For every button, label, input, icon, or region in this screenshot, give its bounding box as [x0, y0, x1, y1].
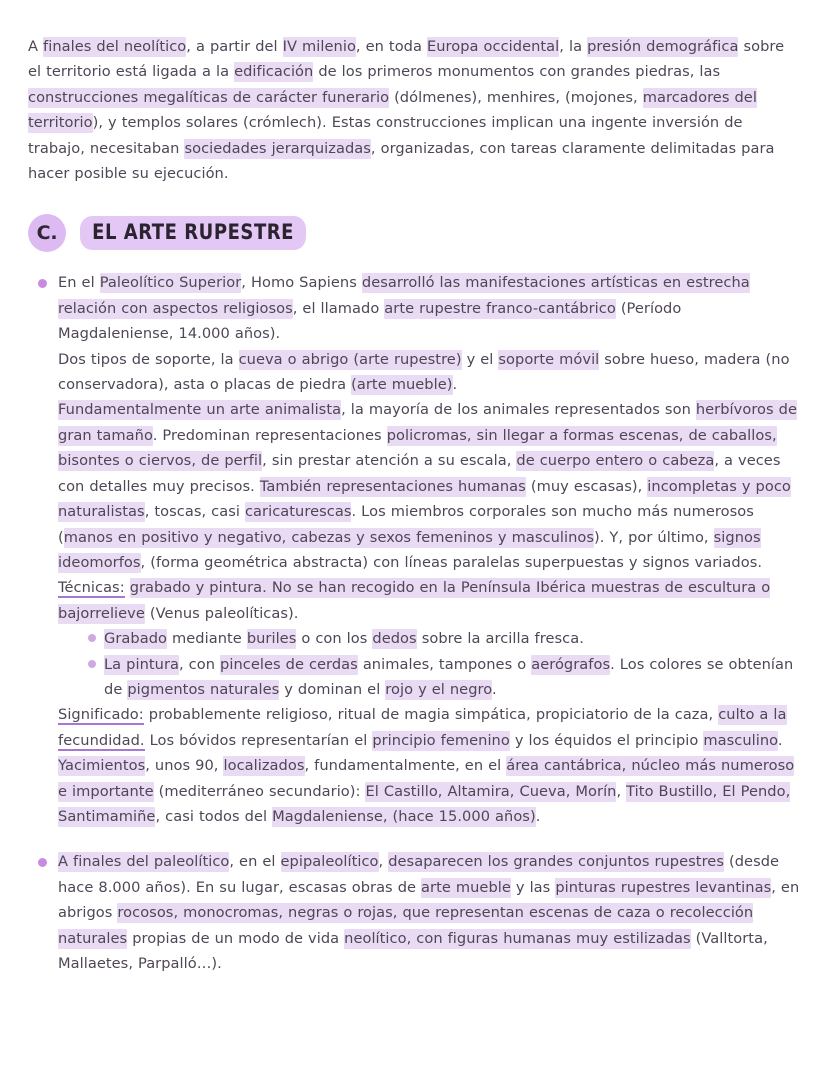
highlighted-text: soporte móvil — [498, 350, 600, 368]
underlined-text: Técnicas: — [58, 579, 125, 597]
sub-bullet-dot-icon — [88, 660, 96, 668]
plain-text: y las — [510, 878, 556, 896]
plain-text: , con — [179, 655, 221, 673]
subbullet-grabado — [104, 626, 800, 651]
highlighted-text: epipaleolítico — [280, 853, 379, 871]
highlighted-text: masculino — [703, 731, 778, 749]
highlighted-text: grabado y pintura. No se han recogido en la Península Ibérica muestras de escultura o bajorrelieve — [58, 579, 771, 622]
plain-text: . — [452, 376, 458, 394]
highlighted-text: sociedades jerarquizadas — [184, 139, 371, 157]
highlighted-text: construcciones megalíticas de carácter funerario — [28, 88, 390, 106]
plain-text: Los bóvidos representarían el — [144, 731, 373, 749]
plain-text: , (forma geométrica abstracta) con líneas paralelas superpuestas y signos variados. — [140, 553, 763, 571]
highlighted-text: IV milenio — [282, 38, 356, 55]
plain-text: , en toda — [355, 38, 427, 55]
para-yacimientos — [58, 753, 800, 829]
plain-text: , a partir del — [186, 38, 283, 55]
plain-text: , toscas, casi — [144, 503, 245, 521]
highlighted-text: Grabado — [104, 630, 168, 648]
plain-text: sobre la arcilla fresca. — [416, 630, 584, 648]
para-soportes — [58, 347, 800, 398]
highlighted-text: Paleolítico Superior — [99, 274, 242, 292]
plain-text: ), y templos solares (crómlech). Estas construcciones implican una ingente inversión de trabajo, necesitaban — [28, 114, 743, 157]
highlighted-text: marcadores del territorio — [28, 88, 757, 132]
plain-text: , sin prestar atención a su escala, — [262, 452, 517, 470]
highlighted-text: arte mueble — [421, 878, 511, 896]
highlighted-text: caricaturescas — [244, 503, 352, 521]
highlighted-text: rocosos, monocromas, negras o rojas, que representan escenas de caza o recolección naturales — [58, 904, 754, 947]
highlighted-text: La pintura — [104, 655, 179, 673]
plain-text — [125, 579, 130, 596]
plain-text: , en el — [229, 853, 281, 871]
plain-text: , en abrigos — [58, 878, 800, 922]
highlighted-text: dedos — [372, 630, 417, 648]
plain-text: , Homo Sapiens — [241, 274, 362, 292]
highlighted-text: desaparecen los grandes conjuntos rupestres — [388, 853, 724, 871]
highlighted-text: neolítico, con figuras humanas muy estilizadas — [344, 929, 691, 947]
highlighted-text: localizados — [223, 757, 305, 775]
plain-text: . Los miembros corporales son mucho más numerosos ( — [58, 503, 754, 546]
highlighted-text: pinceles de cerdas — [220, 655, 358, 673]
section-heading — [28, 214, 800, 252]
plain-text: (mediterráneo secundario): — [153, 782, 366, 800]
plain-text: sobre hueso, madera (no conservadora), asta o placas de piedra — [58, 350, 790, 394]
plain-text: (Valltorta, Mallaetes, Parpalló…). — [58, 929, 768, 972]
plain-text: mediante — [167, 630, 247, 648]
plain-text: , a veces con detalles muy precisos. — [58, 452, 781, 495]
highlighted-text: A finales del paleolítico — [58, 853, 230, 871]
highlighted-text: , núcleo más numeroso e importante — [58, 757, 795, 800]
list-item — [28, 849, 800, 976]
plain-text: (desde hace 8.000 años). En su lugar, escasas obras de — [58, 853, 780, 896]
plain-text: animales, tampones o — [357, 655, 532, 673]
highlighted-text: buriles — [246, 630, 297, 648]
intro-paragraph — [28, 34, 788, 186]
list-item-body — [58, 849, 800, 976]
plain-text: (dólmenes), menhires, (mojones, — [389, 88, 643, 106]
sub-bullet-list — [58, 626, 800, 702]
highlighted-text: (arte mueble) — [351, 376, 453, 394]
highlighted-text: herbívoros de gran tamaño — [58, 401, 798, 444]
plain-text: , casi todos del — [155, 807, 273, 825]
highlighted-text: incompletas y poco naturalistas — [58, 477, 791, 521]
plain-text: o con los — [296, 630, 373, 648]
bullet-list — [28, 270, 800, 976]
sub-bullet-dot-icon — [88, 634, 96, 642]
section-letter-badge: C. — [28, 214, 66, 252]
plain-text: . — [777, 731, 783, 749]
highlighted-text: Magdaleniense, (hace 15.000 años) — [272, 807, 536, 825]
highlighted-text: rojo y el negro — [385, 680, 492, 698]
plain-text: En el — [58, 274, 100, 292]
plain-text: , — [378, 853, 389, 871]
highlighted-text: Europa occidental — [426, 38, 560, 55]
para-epipaleolitico — [58, 849, 800, 976]
plain-text: , la mayoría de los animales representados son — [341, 401, 696, 419]
highlighted-text: desarrolló las manifestaciones artísticas en estrecha relación con aspectos religiosos — [58, 274, 750, 317]
highlighted-text: cueva o abrigo (arte rupestre) — [238, 350, 462, 368]
plain-text: A — [28, 38, 44, 55]
plain-text: (Venus paleolíticas). — [144, 604, 299, 622]
list-item — [28, 270, 800, 829]
plain-text: (Período Magdaleniense, 14.000 años). — [58, 299, 682, 343]
highlighted-text: El Castillo, Altamira, Cueva, Morín — [365, 782, 617, 800]
plain-text: . Predominan representaciones — [152, 426, 387, 444]
plain-text: probablemente religioso, ritual de magia simpática, propiciatorio de la caza, — [143, 706, 719, 724]
plain-text: . — [491, 680, 497, 698]
para-animalista — [58, 397, 800, 575]
sub-list-item — [88, 652, 800, 703]
plain-text: , el llamado — [292, 299, 385, 317]
plain-text: . — [535, 807, 541, 825]
highlighted-text: pinturas rupestres levantinas — [555, 878, 772, 896]
plain-text: , la — [559, 38, 588, 55]
highlighted-text: Tito Bustillo, El Pendo, Santimamiñe — [58, 782, 791, 825]
para-tecnicas — [58, 575, 800, 626]
bullet-dot-icon — [38, 279, 47, 288]
bullet-dot-icon — [38, 858, 47, 867]
highlighted-text: presión demográfica — [587, 38, 739, 55]
para-manifestaciones — [58, 270, 800, 346]
plain-text: , unos 90, — [145, 757, 224, 775]
highlighted-text: manos en positivo y negativo, cabezas y sexos femeninos y masculinos — [63, 528, 595, 546]
plain-text: , organizadas, con tareas claramente delimitadas para hacer posible su ejecución. — [28, 139, 775, 183]
plain-text: (muy escasas), — [525, 477, 648, 495]
page-title: EL ARTE RUPESTRE — [80, 216, 306, 250]
list-item-body — [58, 270, 800, 829]
plain-text: propias de un modo de vida — [127, 929, 345, 947]
highlighted-text: finales del neolítico — [43, 38, 187, 55]
highlighted-text: Fundamentalmente un arte animalista — [58, 401, 342, 419]
plain-text: . Los colores se obtenían de — [104, 655, 794, 698]
underlined-text: Significado: — [58, 706, 144, 724]
plain-text: de los primeros monumentos con grandes piedras, las — [313, 63, 721, 81]
plain-text: sobre el territorio está ligada a la — [28, 38, 785, 81]
plain-text: Dos tipos de soporte, la — [58, 350, 239, 368]
plain-text: ). Y, por último, — [594, 528, 714, 546]
highlighted-text: aerógrafos — [531, 655, 611, 673]
plain-text: , — [616, 782, 627, 800]
highlighted-text: policromas, sin llegar a formas escenas, de caballos, bisontes o ciervos, de perfil — [58, 426, 777, 470]
plain-text: y el — [461, 350, 499, 368]
highlighted-text: signos ideomorfos — [58, 528, 761, 571]
highlighted-text: También representaciones humanas — [259, 477, 526, 495]
highlighted-text: de cuerpo entero o cabeza — [516, 452, 715, 470]
plain-text: y dominan el — [279, 680, 386, 698]
highlighted-text: Yacimientos — [58, 757, 146, 775]
sub-list-item — [88, 626, 800, 651]
plain-text: , fundamentalmente, en el — [304, 757, 507, 775]
highlighted-text: área cantábrica — [506, 757, 622, 775]
highlighted-text: arte rupestre franco-cantábrico — [384, 299, 616, 317]
highlighted-text: pigmentos naturales — [127, 680, 280, 698]
plain-text: y los équidos el principio — [509, 731, 704, 749]
highlighted-text: culto a la — [718, 706, 787, 724]
subbullet-pintura — [104, 652, 800, 703]
highlighted-text: principio femenino — [372, 731, 510, 749]
para-significado — [58, 702, 800, 753]
underlined-text: fecundidad. — [58, 731, 145, 749]
highlighted-text: edificación — [234, 63, 314, 81]
